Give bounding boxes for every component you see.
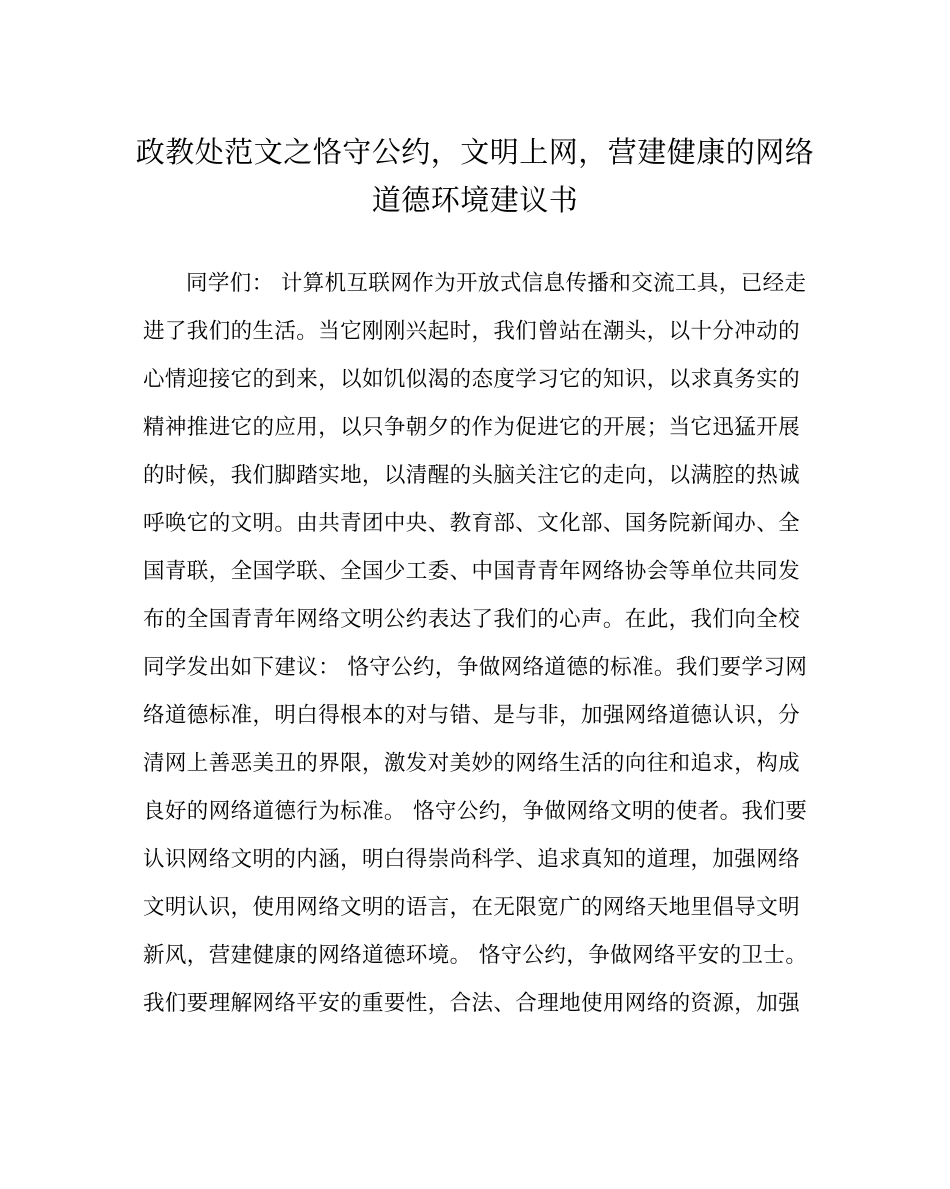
paragraph-line: 良好的网络道德行为标准。 恪守公约，争做网络文明的使者。我们要 [143,799,808,824]
paragraph-line: 新风，营建健康的网络道德环境。 恪守公约，争做网络平安的卫士。 [143,943,808,968]
paragraph-line: 的时候，我们脚踏实地，以清醒的头脑关注它的走向，以满腔的热诚 [143,463,801,488]
document-title-line-2: 道德环境建议书 [371,183,579,217]
paragraph-line: 同学发出如下建议： 恪守公约，争做网络道德的标准。我们要学习网 [143,655,808,680]
paragraph-line: 我们要理解网络平安的重要性，合法、合理地使用网络的资源，加强 [143,991,801,1016]
paragraph-line: 清网上善恶美丑的界限，激发对美妙的网络生活的向往和追求，构成 [143,751,801,776]
paragraph-line: 心情迎接它的到来，以如饥似渴的态度学习它的知识，以求真务实的 [143,367,801,392]
paragraph-line: 呼唤它的文明。由共青团中央、教育部、文化部、国务院新闻办、全 [143,511,801,536]
paragraph-line: 布的全国青青年网络文明公约表达了我们的心声。在此，我们向全校 [143,607,801,632]
paragraph-line: 认识网络文明的内涵，明白得崇尚科学、追求真知的道理，加强网络 [143,847,801,872]
paragraph-line: 络道德标准，明白得根本的对与错、是与非，加强网络道德认识，分 [143,703,801,728]
document-title-line-1: 政教处范文之恪守公约，文明上网，营建健康的网络 [135,135,815,169]
paragraph-line: 国青联，全国学联、全国少工委、中国青青年网络协会等单位共同发 [143,559,801,584]
paragraph-line: 文明认识，使用网络文明的语言，在无限宽广的网络天地里倡导文明 [143,895,801,920]
paragraph-line: 进了我们的生活。当它刚刚兴起时，我们曾站在潮头，以十分冲动的 [143,319,801,344]
paragraph-line: 同学们： 计算机互联网作为开放式信息传播和交流工具，已经走 [186,271,807,296]
paragraph-line: 精神推进它的应用，以只争朝夕的作为促进它的开展；当它迅猛开展 [143,415,801,440]
